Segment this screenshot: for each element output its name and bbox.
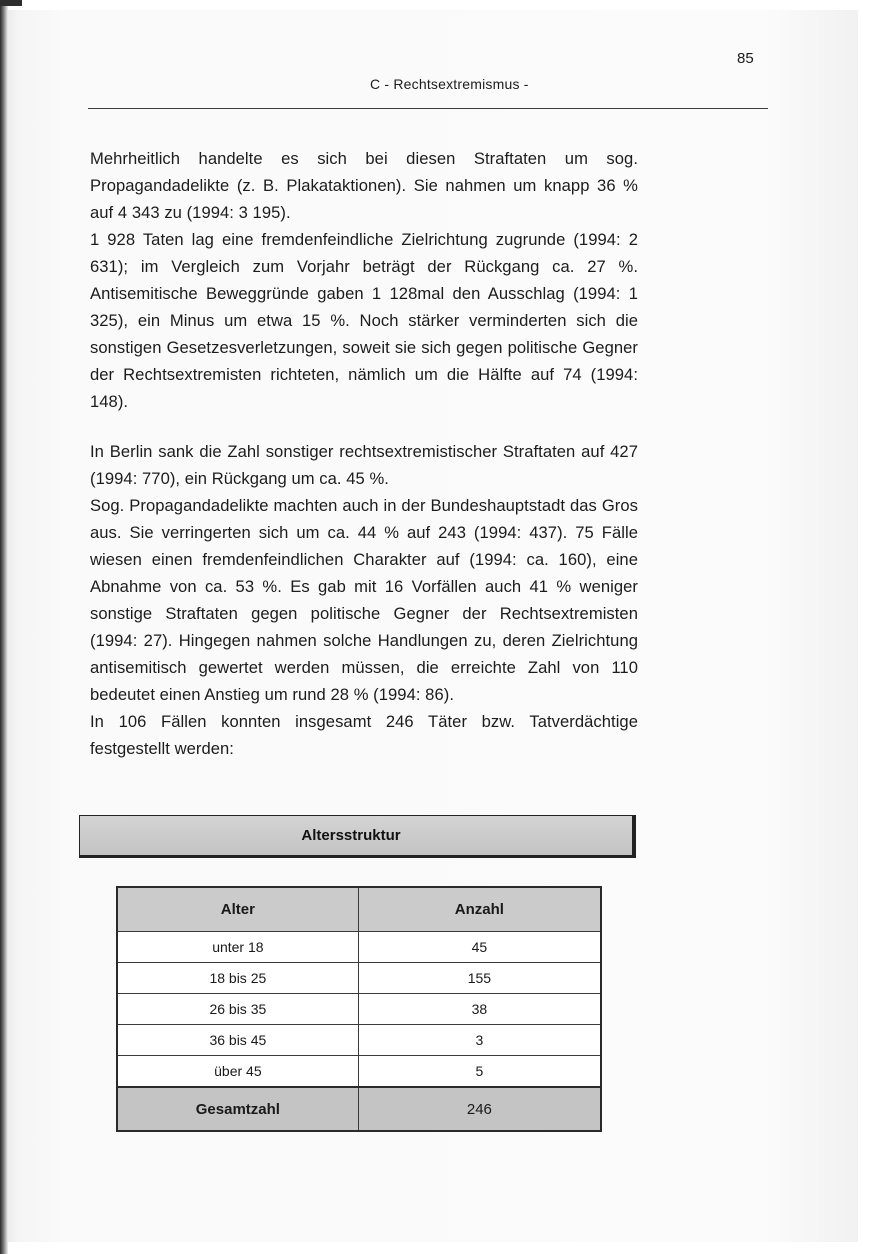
text-block-national bbox=[90, 145, 638, 415]
paragraph: Sog. Propagandadelikte machten auch in der Bundeshauptstadt das Gros aus. Sie verringerten sich um ca. 44 % auf 243 (1994: 437). 75 Fälle wiesen einen fremdenfeindlichen Charakter auf (1994: ca. 160), eine Abnahme von ca. 53 %. Es gab mit 16 Vorfällen auch 41 % weniger sonstige Straftaten gegen politische Gegner der Rechtsextremisten (1994: 27). Hingegen nahmen solche Handlungen zu, deren Zielrichtung antisemitisch gewertet werden müssen, die erreichte Zahl von 110 bedeutet einen Anstieg um rund 28 % (1994: 86). bbox=[90, 496, 638, 704]
running-header: C - Rechtsextremismus - bbox=[370, 76, 529, 92]
count-cell: 5 bbox=[358, 1056, 601, 1088]
age-cell: 26 bis 35 bbox=[117, 994, 358, 1025]
age-cell: unter 18 bbox=[117, 932, 358, 963]
header-rule bbox=[88, 108, 768, 109]
paragraph: 1 928 Taten lag eine fremdenfeindliche Zielrichtung zugrunde (1994: 2 631); im Vergleich zum Vorjahr beträgt der Rückgang ca. 27 %. Antisemitische Beweggründe gaben 1 128mal den Ausschlag (1994: 1 325), ein Minus um etwa 15 %. Noch stärker verminderten sich die sonstigen Gesetzesverletzungen, soweit sie sich gegen politische Gegner der Rechtsextremisten richteten, nämlich um die Hälfte auf 74 (1994: 148). bbox=[90, 230, 638, 411]
total-label: Gesamtzahl bbox=[117, 1087, 358, 1131]
age-cell: 36 bis 45 bbox=[117, 1025, 358, 1056]
table-row bbox=[117, 963, 601, 994]
count-cell: 155 bbox=[358, 963, 601, 994]
table-row bbox=[117, 932, 601, 963]
table-banner-title: Altersstruktur bbox=[301, 827, 401, 844]
column-header-age: Alter bbox=[117, 887, 358, 932]
table-header-row bbox=[117, 887, 601, 932]
count-cell: 3 bbox=[358, 1025, 601, 1056]
page-number: 85 bbox=[737, 50, 754, 67]
table-row bbox=[117, 1025, 601, 1056]
scan-corner-mark bbox=[0, 0, 22, 6]
total-count: 246 bbox=[358, 1087, 601, 1131]
paragraph: Mehrheitlich handelte es sich bei diesen Straftaten um sog. Propagandadelikte (z. B. Plakataktionen). Sie nahmen um knapp 36 % auf 4 343 zu (1994: 3 195). bbox=[90, 149, 638, 222]
table-row bbox=[117, 1056, 601, 1088]
table-banner bbox=[79, 815, 636, 858]
count-cell: 38 bbox=[358, 994, 601, 1025]
binding-edge bbox=[0, 0, 8, 1254]
column-header-count: Anzahl bbox=[358, 887, 601, 932]
age-structure-table bbox=[116, 886, 602, 1132]
table-row bbox=[117, 994, 601, 1025]
paragraph: In 106 Fällen konnten insgesamt 246 Täter bzw. Tatverdächtige festgestellt werden: bbox=[90, 712, 638, 758]
age-cell: 18 bis 25 bbox=[117, 963, 358, 994]
paragraph: In Berlin sank die Zahl sonstiger rechtsextremistischer Straftaten auf 427 (1994: 770), ein Rückgang um ca. 45 %. bbox=[90, 442, 638, 488]
total-row bbox=[117, 1087, 601, 1131]
text-block-berlin bbox=[90, 438, 638, 762]
count-cell: 45 bbox=[358, 932, 601, 963]
age-cell: über 45 bbox=[117, 1056, 358, 1088]
